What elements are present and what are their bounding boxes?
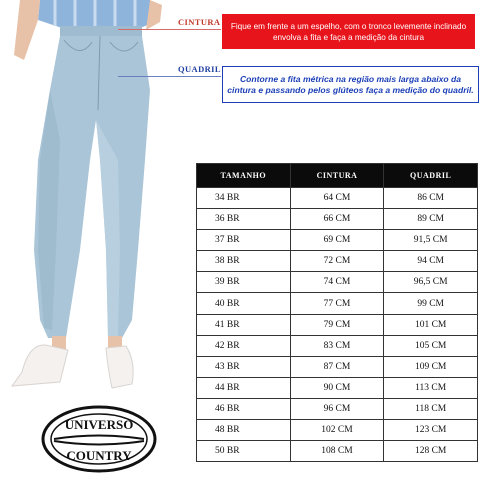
left-shoe [12,345,68,386]
header-cintura: CINTURA [290,164,384,188]
header-quadril: QUADRIL [384,164,478,188]
quadril-instruction-text: Contorne a fita métrica na região mais larga abaixo da cintura e passando pelos glúteos faça a medição do quadril. [227,73,474,95]
quadril-cell: 118 CM [384,398,478,419]
table-row [197,441,478,462]
cintura-cell: 96 CM [290,398,384,419]
logo-text-universo: UNIVERSO [64,417,134,432]
table-row [197,251,478,272]
size-cell: 44 BR [197,377,291,398]
quadril-cell: 89 CM [384,209,478,230]
quadril-cell: 109 CM [384,356,478,377]
quadril-instruction-box [222,66,479,103]
cintura-cell: 69 CM [290,230,384,251]
table-row [197,398,478,419]
size-cell: 34 BR [197,188,291,209]
size-cell: 50 BR [197,441,291,462]
quadril-cell: 86 CM [384,188,478,209]
table-row [197,188,478,209]
table-row [197,209,478,230]
quadril-cell: 99 CM [384,293,478,314]
quadril-cell: 105 CM [384,335,478,356]
table-row [197,356,478,377]
quadril-cell: 128 CM [384,441,478,462]
quadril-cell: 123 CM [384,420,478,441]
size-cell: 48 BR [197,420,291,441]
cintura-pointer-line [118,29,221,30]
quadril-cell: 101 CM [384,314,478,335]
cintura-cell: 72 CM [290,251,384,272]
table-row [197,272,478,293]
size-cell: 36 BR [197,209,291,230]
table-header-row [197,164,478,188]
cintura-label: CINTURA [178,17,221,27]
cintura-cell: 77 CM [290,293,384,314]
cintura-cell: 102 CM [290,420,384,441]
quadril-cell: 113 CM [384,377,478,398]
cintura-cell: 90 CM [290,377,384,398]
model-jeans-illustration [0,0,175,400]
size-table-body [197,188,478,462]
table-row [197,293,478,314]
cintura-cell: 108 CM [290,441,384,462]
header-tamanho: TAMANHO [197,164,291,188]
table-row [197,377,478,398]
size-chart-table [196,163,478,462]
cintura-cell: 87 CM [290,356,384,377]
cintura-cell: 64 CM [290,188,384,209]
table-row [197,314,478,335]
cintura-cell: 66 CM [290,209,384,230]
logo-text-country: COUNTRY [66,448,132,463]
cintura-cell: 74 CM [290,272,384,293]
quadril-cell: 94 CM [384,251,478,272]
quadril-cell: 91,5 CM [384,230,478,251]
size-cell: 42 BR [197,335,291,356]
table-row [197,230,478,251]
size-cell: 40 BR [197,293,291,314]
table-row [197,420,478,441]
size-cell: 37 BR [197,230,291,251]
quadril-cell: 96,5 CM [384,272,478,293]
size-cell: 46 BR [197,398,291,419]
table-row [197,335,478,356]
right-shoe [106,346,133,388]
universo-country-logo [40,404,158,474]
quadril-label: QUADRIL [178,64,221,74]
cintura-cell: 83 CM [290,335,384,356]
cintura-instruction-text: Fique em frente a um espelho, com o tronco levemente inclinado envolva a fita e faça a medição da cintura [230,21,467,42]
size-cell: 39 BR [197,272,291,293]
left-arm [14,0,40,60]
size-cell: 43 BR [197,356,291,377]
cintura-cell: 79 CM [290,314,384,335]
cintura-instruction-box [222,14,475,49]
quadril-pointer-line [118,76,221,77]
size-cell: 38 BR [197,251,291,272]
size-cell: 41 BR [197,314,291,335]
